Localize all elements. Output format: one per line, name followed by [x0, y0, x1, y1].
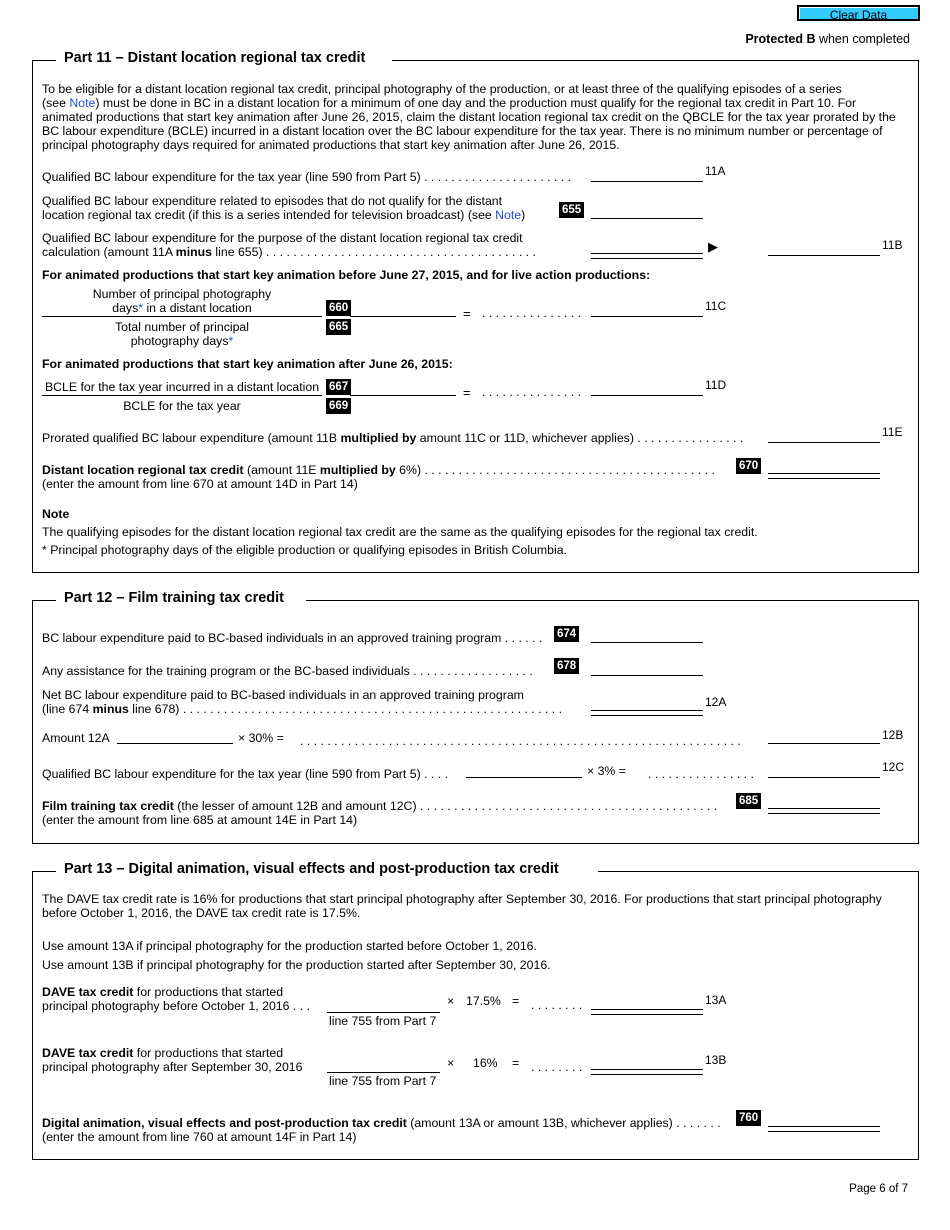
field-13b[interactable] [591, 1069, 703, 1075]
field-11d[interactable] [591, 395, 703, 396]
label-13b: 13B [705, 1053, 727, 1067]
field-11e[interactable] [768, 442, 880, 443]
code-665: 665 [326, 319, 351, 335]
field-13b-line755[interactable] [327, 1072, 440, 1073]
frac-665-denominator: Total number of principal photography days* [115, 320, 249, 348]
note-heading: Note [42, 507, 70, 521]
use-13b-text: Use amount 13B if principal photography for the production started after September 30, 2016. [42, 958, 551, 972]
part12-title: Part 12 – Film training tax credit [58, 590, 290, 606]
field-12c-amount[interactable] [466, 777, 582, 778]
label-12c: 12C [882, 760, 905, 774]
part11-intro: To be eligible for a distant location regional tax credit, principal photography of the production, or at least three of the qualifying episodes of a series (see Note) must be done in BC in a distant location for a minimum of one day and the production must qualify for the regional tax credit in Part 10. For animated productions that start key animation after June 26, 2015, claim the distant location regional tax credit on the QBCLE for the tax year prorated by the BC labour expenditure (BCLE) incurred in a distant location over the BC labour expenditure for the tax year. There is no minimum number or percentage of principal photography days required for animated productions that start key animation after June 26, 2015. [42, 82, 896, 152]
code-667: 667 [326, 379, 351, 395]
row-655-text: Qualified BC labour expenditure related to episodes that do not qualify for the distant location regional tax credit (if this is a series intended for television broadcast) (see Note) [42, 194, 526, 222]
note-link-655[interactable]: Note [495, 208, 522, 222]
code-660: 660 [326, 300, 351, 316]
row-11e-text: Prorated qualified BC labour expenditure (amount 11B multiplied by amount 11C or 11D, whichever applies) . . . . . . . . . . . . . . . . [42, 431, 744, 445]
field-685[interactable] [768, 808, 880, 814]
field-11b[interactable] [768, 255, 880, 256]
field-11c[interactable] [591, 316, 703, 317]
part13-intro: The DAVE tax credit rate is 16% for productions that start principal photography after September 30, 2016. For productions that start principal photography before October 1, 2016, the DAVE tax credit rate is 17.5%. [42, 892, 882, 920]
row-12a-text: Net BC labour expenditure paid to BC-based individuals in an approved training program (line 674 minus line 678) . . . . . . . . . . . . . . . . . . . . . . . . . . . . . . . . . . . . . . . . . . . . . . . . . . . . . . . . [42, 688, 563, 716]
field-13a[interactable] [591, 1009, 703, 1015]
use-13a-text: Use amount 13A if principal photography for the production started before October 1, 2016. [42, 939, 537, 953]
field-12c[interactable] [768, 777, 880, 778]
protected-b-label: Protected B when completed [745, 32, 910, 46]
field-12a[interactable] [591, 710, 703, 716]
row-674-text: BC labour expenditure paid to BC-based individuals in an approved training program . . . . . . [42, 631, 543, 645]
field-12b[interactable] [768, 743, 880, 744]
label-12b: 12B [882, 728, 904, 742]
note-text-1: The qualifying episodes for the distant location regional tax credit are the same as the qualifying episodes for the regional tax credit. [42, 525, 758, 539]
field-760[interactable] [768, 1126, 880, 1132]
frac-660-numerator: Number of principal photography days* in a distant location [92, 287, 272, 315]
code-670: 670 [736, 458, 761, 474]
code-655: 655 [559, 202, 584, 218]
arrow-icon: ▶ [708, 239, 718, 254]
code-669: 669 [326, 398, 351, 414]
page-number: Page 6 of 7 [849, 1183, 908, 1195]
row-685-text: Film training tax credit (the lesser of amount 12B and amount 12C) . . . . . . . . . . . . . . . . . . . . . . . . . . . . . . . . . . . . . . . . . . . . (enter the amount from line 685 at amount 14E in Part 14) [42, 799, 718, 827]
heading-animated: For animated productions that start key animation after June 26, 2015: [42, 357, 453, 371]
row-760-text: Digital animation, visual effects and post-production tax credit (amount 13A or amount 13B, whichever applies) . . . . . . . (enter the amount from line 760 at amount 14F in Part 14) [42, 1116, 721, 1144]
frac-667-numerator: BCLE for the tax year incurred in a distant location [44, 380, 320, 394]
code-685: 685 [736, 793, 761, 809]
label-13a: 13A [705, 993, 727, 1007]
clear-data-button[interactable]: Clear Data [797, 5, 920, 21]
code-678: 678 [554, 658, 579, 674]
label-12a: 12A [705, 695, 727, 709]
label-11d: 11D [705, 378, 727, 392]
row-11b-text: Qualified BC labour expenditure for the purpose of the distant location regional tax credit calculation (amount 11A minus line 655) . . . . . . . . . . . . . . . . . . . . . . . . . . . . . . . . . . . . . . . . [42, 231, 536, 259]
label-11a: 11A [705, 164, 726, 178]
label-11c: 11C [705, 299, 727, 313]
field-678[interactable] [591, 675, 703, 676]
row-11a-text: Qualified BC labour expenditure for the tax year (line 590 from Part 5) . . . . . . . . . . . . . . . . . . . . . . [42, 170, 572, 184]
row-13a-text: DAVE tax credit for productions that started principal photography before October 1, 2016 . . . [42, 985, 310, 1013]
field-670[interactable] [768, 473, 880, 479]
field-667[interactable] [350, 395, 456, 396]
row-678-text: Any assistance for the training program or the BC-based individuals . . . . . . . . . . . . . . . . . . [42, 664, 533, 678]
row-12c-text: Qualified BC labour expenditure for the tax year (line 590 from Part 5) . . . . [42, 767, 449, 781]
field-655[interactable] [591, 218, 703, 219]
row-13b-text: DAVE tax credit for productions that started principal photography after September 30, 2016 [42, 1046, 303, 1074]
code-760: 760 [736, 1110, 761, 1126]
field-674[interactable] [591, 642, 703, 643]
part11-title: Part 11 – Distant location regional tax credit [58, 50, 371, 66]
frac-669-denominator: BCLE for the tax year [123, 399, 241, 413]
field-11a[interactable] [591, 181, 703, 182]
field-660[interactable] [350, 316, 456, 317]
heading-live-action: For animated productions that start key animation before June 27, 2015, and for live action productions: [42, 268, 651, 282]
note-link[interactable]: Note [69, 96, 96, 110]
code-674: 674 [554, 626, 579, 642]
field-11b-sub[interactable] [591, 253, 703, 259]
field-12b-amount[interactable] [117, 743, 233, 744]
label-11b: 11B [882, 238, 903, 252]
field-13a-line755[interactable] [327, 1012, 440, 1013]
row-12b-label: Amount 12A [42, 731, 110, 745]
row-670-text: Distant location regional tax credit (amount 11E multiplied by 6%) . . . . . . . . . . . . . . . . . . . . . . . . . . . . . . . . . . . . . . . . . . . (enter the amount from line 670 at amount 14D in Part 14) [42, 463, 715, 491]
part13-title: Part 13 – Digital animation, visual effects and post-production tax credit [58, 861, 565, 877]
note-text-2: * Principal photography days of the eligible production or qualifying episodes in British Columbia. [42, 543, 567, 557]
label-11e: 11E [882, 425, 903, 439]
